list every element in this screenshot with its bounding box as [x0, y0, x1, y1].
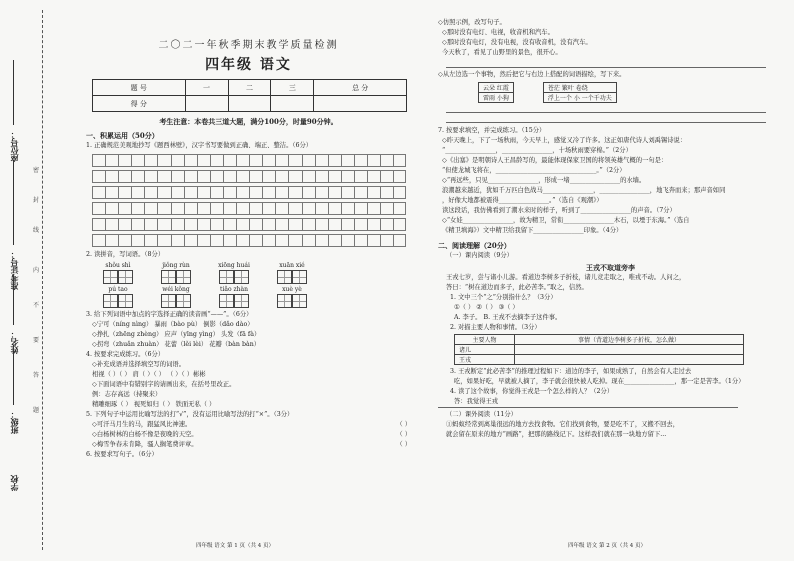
grid-cell[interactable]	[144, 154, 157, 167]
question-7: 7. 按要求填空，并完成练习。（15分）	[438, 127, 546, 134]
grid-cell[interactable]	[223, 234, 236, 247]
grid-cell[interactable]	[171, 202, 184, 215]
pinyin-text: xiōng huái	[218, 262, 250, 269]
pinyin-item[interactable]	[152, 286, 200, 308]
grid-cell[interactable]	[92, 202, 105, 215]
name-field-line	[13, 275, 14, 325]
grid-cell[interactable]	[288, 202, 301, 215]
grid-cell[interactable]	[302, 218, 315, 231]
q6b-cell: 云朵 红霞	[479, 83, 514, 93]
grid-cell[interactable]	[197, 218, 210, 231]
q6b-table	[478, 82, 617, 103]
grid-cell[interactable]	[249, 234, 262, 247]
q3-item[interactable]: ◇宁可（níng nìng） 暴雨（bào pù） 倒影（dǎo dào）	[92, 321, 254, 328]
q7-line[interactable]: 读这段话，我仿佛看到了潮水来时的样子，听到了________________的声音。（7分）	[442, 207, 676, 214]
grid-cell[interactable]	[184, 154, 197, 167]
grid-cell[interactable]	[144, 186, 157, 199]
grid-cell[interactable]	[341, 234, 354, 247]
grid-cell[interactable]	[275, 218, 288, 231]
grid-row	[92, 170, 407, 183]
grid-cell[interactable]	[367, 218, 380, 231]
grid-cell[interactable]	[144, 202, 157, 215]
pinyin-row-2	[94, 286, 411, 308]
seal-char: 线	[33, 227, 40, 234]
grid-cell[interactable]	[380, 186, 393, 199]
grid-cell[interactable]	[105, 170, 118, 183]
grid-cell[interactable]	[131, 154, 144, 167]
grid-row	[92, 202, 407, 215]
grid-cell[interactable]	[328, 170, 341, 183]
left-column	[86, 0, 411, 561]
exam-title: 二〇二一年秋季期末教学质量检测	[158, 40, 339, 51]
grid-cell[interactable]	[393, 202, 406, 215]
seal-char: 答	[33, 372, 40, 379]
class-field-line	[13, 345, 14, 405]
q5-item	[86, 440, 411, 450]
grid-cell[interactable]	[131, 202, 144, 215]
seal-char: 题	[33, 407, 40, 414]
grid-cell[interactable]	[197, 234, 210, 247]
grid-cell[interactable]	[197, 186, 210, 199]
score-cell[interactable]	[185, 96, 228, 112]
score-cell[interactable]	[314, 96, 407, 112]
grid-row	[92, 234, 407, 247]
passage-line: 答曰：“树在道边而多子，此必苦李。”取之，信然。	[446, 284, 588, 291]
grid-cell[interactable]	[367, 170, 380, 183]
pinyin-text: wéi kǒng	[162, 286, 190, 293]
section-2-heading: 二、阅读理解（20分）	[438, 241, 511, 250]
pinyin-item[interactable]	[94, 262, 142, 284]
reading-q1-options[interactable]: ①（ ） ②（ ） ③（ ）	[454, 304, 519, 311]
grid-cell[interactable]	[157, 218, 170, 231]
reading-q2: 2. 对描主要人物和事情。（3分）	[450, 324, 541, 331]
grid-cell[interactable]	[118, 234, 131, 247]
grid-cell[interactable]	[380, 170, 393, 183]
question-3: 3. 给下列词语中加点的字选择正确的读音画“——”。（6分）	[86, 311, 253, 318]
grid-cell[interactable]	[354, 218, 367, 231]
table-cell: 诸儿	[455, 345, 515, 355]
grid-cell[interactable]	[275, 234, 288, 247]
q6a-line: ◇那时没有电灯、电视，收音机和汽车。	[442, 29, 554, 36]
grid-cell[interactable]	[236, 218, 249, 231]
grid-cell[interactable]	[210, 154, 223, 167]
grid-cell[interactable]	[249, 154, 262, 167]
score-cell[interactable]	[271, 96, 314, 112]
q5-answer-paren[interactable]: （ ）	[396, 431, 411, 438]
grid-cell[interactable]	[341, 170, 354, 183]
q5-answer-paren[interactable]: （ ）	[396, 421, 411, 428]
grid-cell[interactable]	[302, 202, 315, 215]
q5-item-text: ◇梅雪争春未肯降，骚人搁笔费评章。	[92, 441, 198, 448]
grid-cell[interactable]	[171, 154, 184, 167]
grid-cell[interactable]	[341, 202, 354, 215]
grid-cell[interactable]	[105, 218, 118, 231]
grid-cell[interactable]	[262, 186, 275, 199]
grid-cell[interactable]	[262, 234, 275, 247]
seal-char: 要	[33, 337, 40, 344]
grid-cell[interactable]	[118, 202, 131, 215]
score-table	[92, 79, 407, 112]
answer-line[interactable]	[446, 104, 766, 113]
exam-number-label: 准考证号：	[9, 250, 19, 290]
exam-number-field-line	[13, 160, 14, 245]
grid-cell[interactable]	[354, 234, 367, 247]
question-5: 5. 下列句子中运用比喻写法的打“√”，没有运用比喻写法的打“×”。（3分）	[86, 411, 294, 418]
pinyin-text: xuè yè	[282, 286, 302, 293]
grid-cell[interactable]	[328, 218, 341, 231]
seal-char: 密	[33, 167, 40, 174]
question-6: 6. 按要求写句子。（6分）	[86, 451, 158, 458]
pinyin-text: jiǒng rùn	[162, 262, 190, 269]
pinyin-item[interactable]	[94, 286, 142, 308]
binding-strip	[0, 0, 82, 561]
pinyin-text: shǒu shì	[105, 262, 131, 269]
q3-item[interactable]: ◇挣扎（zhēng zhèng） 应声（yīng yìng） 头发（fā fà）	[92, 331, 261, 338]
grid-cell[interactable]	[328, 154, 341, 167]
reading-q4-answer[interactable]: 答：我觉得王戎	[438, 397, 738, 408]
exam-subtitle: 四年级 语文	[205, 57, 292, 73]
grid-cell[interactable]	[315, 234, 328, 247]
score-header-cell: 二	[228, 80, 271, 96]
reading-q2-table	[454, 334, 744, 365]
grid-cell[interactable]	[315, 218, 328, 231]
q6a-prompt: ◇仿照示例，改写句子。	[438, 19, 506, 26]
grid-cell[interactable]	[393, 218, 406, 231]
grid-cell[interactable]	[393, 234, 406, 247]
grid-cell[interactable]	[118, 170, 131, 183]
grid-cell[interactable]	[288, 218, 301, 231]
q7-line[interactable]: ◇“女娃________________，故为精卫，常衔________________木石，以堙于东海。”（选自	[442, 217, 690, 224]
table-header: 主要人物	[455, 335, 515, 345]
grid-cell[interactable]	[144, 218, 157, 231]
grid-cell[interactable]	[236, 186, 249, 199]
table-answer-cell[interactable]	[515, 355, 744, 365]
q5-item	[86, 430, 411, 440]
grid-cell[interactable]	[275, 154, 288, 167]
writing-grid[interactable]	[92, 154, 407, 247]
grid-cell[interactable]	[197, 202, 210, 215]
question-2: 2. 读拼音，写词语。（8分）	[86, 251, 165, 258]
q7-line[interactable]: ◇“再远些，只见________________，形成一堵________________的水墙。	[442, 177, 646, 184]
grid-cell[interactable]	[144, 170, 157, 183]
pinyin-item[interactable]	[210, 286, 258, 308]
grid-cell[interactable]	[262, 202, 275, 215]
grid-cell[interactable]	[223, 186, 236, 199]
answer-line[interactable]	[446, 59, 766, 68]
grid-cell[interactable]	[354, 202, 367, 215]
q6b-cell: 苍茫 繁叶 卷绕	[543, 83, 616, 93]
question-1: 1. 正确规范美观地抄写《题西林壁》，汉字书写要做到正确、端正、整洁。（6分）	[86, 142, 313, 149]
q6b-cell: 浮上一个 小 一个千功夫	[543, 93, 616, 103]
grid-cell[interactable]	[171, 234, 184, 247]
class-label: 班级：	[9, 410, 19, 434]
grid-cell[interactable]	[393, 170, 406, 183]
grid-cell[interactable]	[210, 218, 223, 231]
seat-field-line	[13, 60, 14, 125]
grid-cell[interactable]	[302, 154, 315, 167]
reading-1-heading: （一）课内阅读（9分）	[446, 252, 513, 259]
grid-cell[interactable]	[302, 234, 315, 247]
grid-cell[interactable]	[354, 154, 367, 167]
grid-cell[interactable]	[131, 186, 144, 199]
grid-cell[interactable]	[184, 218, 197, 231]
grid-cell[interactable]	[315, 202, 328, 215]
grid-cell[interactable]	[262, 154, 275, 167]
grid-row	[92, 154, 407, 167]
q5-item	[86, 420, 411, 430]
grid-cell[interactable]	[210, 202, 223, 215]
grid-cell[interactable]	[315, 186, 328, 199]
reading-q3-cont[interactable]: 吃，如果好吃，早就被人摘了，李子就会很快被人吃掉。现在________________，那一定是苦李。（1分）	[454, 378, 745, 385]
score-header-cell: 一	[185, 80, 228, 96]
grid-cell[interactable]	[380, 218, 393, 231]
grid-cell[interactable]	[367, 202, 380, 215]
grid-cell[interactable]	[302, 170, 315, 183]
grid-cell[interactable]	[328, 186, 341, 199]
score-header-cell: 三	[271, 80, 314, 96]
grid-cell[interactable]	[288, 154, 301, 167]
grid-cell[interactable]	[118, 186, 131, 199]
reading-2-line: ①蚂蚁经常到离巢很远的地方去找食物。它们找到食物，要是吃不了，又搬不回去，	[446, 421, 679, 428]
grid-cell[interactable]	[157, 234, 170, 247]
grid-cell[interactable]	[92, 170, 105, 183]
exam-notice: 考生注意：本卷共三道大题，满分100分，时量90分钟。	[159, 117, 338, 126]
grid-cell[interactable]	[105, 154, 118, 167]
grid-cell[interactable]	[171, 170, 184, 183]
grid-cell[interactable]	[184, 234, 197, 247]
grid-cell[interactable]	[105, 186, 118, 199]
answer-line[interactable]	[446, 114, 766, 123]
school-label: 学校	[9, 475, 19, 491]
q4-item: ◇下面词语中有错别字的请画出来，在括号里改正。	[92, 381, 236, 388]
grid-cell[interactable]	[131, 234, 144, 247]
grid-cell[interactable]	[92, 154, 105, 167]
grid-cell[interactable]	[249, 218, 262, 231]
grid-cell[interactable]	[315, 154, 328, 167]
seal-char: 封	[33, 197, 40, 204]
grid-cell[interactable]	[275, 186, 288, 199]
score-cell[interactable]	[228, 96, 271, 112]
grid-cell[interactable]	[236, 170, 249, 183]
grid-cell[interactable]	[262, 170, 275, 183]
q6b-prompt: ◇从左边选一个事物，然后把它与右边上搭配的词语描绘，写下来。	[438, 71, 626, 78]
table-header: 事情（背道边李树多子折枝，怎么做）	[515, 335, 744, 345]
score-row-label: 得 分	[93, 96, 186, 112]
q4-item: ◇补充成语并选择填空写的词语。	[92, 361, 185, 368]
pinyin-text: tiǎo zhàn	[220, 286, 248, 293]
grid-cell[interactable]	[393, 154, 406, 167]
grid-cell[interactable]	[223, 218, 236, 231]
grid-cell[interactable]	[92, 234, 105, 247]
grid-cell[interactable]	[315, 170, 328, 183]
grid-cell[interactable]	[249, 170, 262, 183]
q6b-cell: 雷雨 小狗	[479, 93, 514, 103]
grid-cell[interactable]	[197, 154, 210, 167]
pinyin-item[interactable]	[268, 262, 316, 284]
grid-cell[interactable]	[262, 218, 275, 231]
reading-2-heading: （二）课外阅读（11分）	[446, 411, 517, 418]
q3-item[interactable]: ◇拐弯（zhuǎn zhuàn） 花蕾（lěi lèi） 花瓣（bàn bàn）	[92, 341, 261, 348]
grid-cell[interactable]	[249, 186, 262, 199]
seat-label: 座位号：	[9, 130, 19, 162]
grid-row	[92, 186, 407, 199]
grid-cell[interactable]	[131, 170, 144, 183]
grid-cell[interactable]	[288, 234, 301, 247]
grid-cell[interactable]	[380, 154, 393, 167]
q5-item-text: ◇白杨树林的白杨不像是夜晚的天空。	[92, 431, 198, 438]
grid-cell[interactable]	[275, 170, 288, 183]
grid-cell[interactable]	[341, 186, 354, 199]
q7-line: ◇《出塞》是明朝诗人王昌龄写的，最能体现保家卫国的将领英雄气概的一句是：	[442, 157, 668, 164]
reading-q1: 1. 文中三个“之”分别指什么？（3分）	[450, 294, 557, 301]
grid-cell[interactable]	[288, 186, 301, 199]
grid-cell[interactable]	[105, 234, 118, 247]
pinyin-text: xuān xié	[279, 262, 305, 269]
score-header-cell: 题 号	[93, 80, 186, 96]
grid-cell[interactable]	[354, 186, 367, 199]
grid-cell[interactable]	[184, 170, 197, 183]
grid-cell[interactable]	[184, 202, 197, 215]
grid-cell[interactable]	[367, 186, 380, 199]
reading-2-line: 就会留在原来的地方“画路”，把那的路线记下。这样我们就在那一块地方留下...	[446, 431, 667, 438]
pinyin-item[interactable]	[210, 262, 258, 284]
question-4: 4. 按要求完成练习。（6分）	[86, 351, 165, 358]
passage-title: 王戎不取道旁李	[586, 263, 635, 272]
grid-cell[interactable]	[236, 154, 249, 167]
q6a-line[interactable]: 今天秋了，看见了山野里的景色，很开心。	[442, 49, 562, 56]
grid-cell[interactable]	[210, 170, 223, 183]
grid-cell[interactable]	[157, 202, 170, 215]
table-cell: 王戎	[455, 355, 515, 365]
grid-cell[interactable]	[341, 154, 354, 167]
page-footer-1: 四年级 语文 第 1 页（共 4 页）	[196, 543, 274, 549]
pinyin-row-1	[94, 262, 411, 284]
grid-cell[interactable]	[328, 202, 341, 215]
score-header-cell: 总 分	[314, 80, 407, 96]
grid-cell[interactable]	[92, 186, 105, 199]
page-footer-2: 四年级 语文 第 2 页（共 4 页）	[568, 543, 646, 549]
seal-char: 内	[33, 267, 40, 274]
grid-cell[interactable]	[171, 218, 184, 231]
grid-cell[interactable]	[223, 170, 236, 183]
pinyin-text: pú tao	[108, 286, 128, 293]
reading-q1-choices: A. 李子。 B. 王戎不去摘李子这件事。	[454, 314, 562, 321]
grid-cell[interactable]	[354, 170, 367, 183]
grid-cell[interactable]	[197, 170, 210, 183]
grid-cell[interactable]	[302, 186, 315, 199]
grid-cell[interactable]	[184, 186, 197, 199]
grid-cell[interactable]	[131, 218, 144, 231]
reading-q4: 4. 读了这个故事，你觉得王戎是一个怎么样的人？（2分）	[450, 388, 614, 395]
grid-cell[interactable]	[236, 234, 249, 247]
q7-line[interactable]: “________________，________________，十场秋雨要穿棉。”（2分）	[442, 147, 632, 154]
grid-cell[interactable]	[210, 234, 223, 247]
grid-cell[interactable]	[393, 186, 406, 199]
pinyin-item[interactable]	[152, 262, 200, 284]
grid-cell[interactable]	[367, 234, 380, 247]
grid-cell[interactable]	[249, 202, 262, 215]
q7-line[interactable]: “但使龙城飞将在，________________________________。”（2分）	[442, 167, 626, 174]
grid-cell[interactable]	[157, 170, 170, 183]
grid-cell[interactable]	[380, 202, 393, 215]
q7-line[interactable]: ，好像大地都被震得________________。”（选自《观潮》）	[442, 197, 603, 204]
grid-cell[interactable]	[341, 218, 354, 231]
grid-cell[interactable]	[92, 218, 105, 231]
q7-line[interactable]: 《精卫填海》）文中精卫给我留下________________印象。（4分）	[442, 227, 623, 234]
grid-cell[interactable]	[328, 234, 341, 247]
grid-cell[interactable]	[157, 154, 170, 167]
q4-item: 例：志存高远（持聚来）	[92, 391, 162, 398]
q4-item[interactable]: 相视（ ）（ ） 肩（ ）（ ） （ ）（ ）彬彬	[92, 371, 206, 378]
grid-cell[interactable]	[171, 186, 184, 199]
q7-line: ◇昨天晚上，下了一场秋雨，今天早上，感觉又冷了许多。这正如唐代诗人刘禹锡诗说：	[442, 137, 687, 144]
grid-cell[interactable]	[367, 154, 380, 167]
name-label: 姓名：	[9, 330, 19, 354]
q6a-line: ◇那时没有电灯，没有电视，没有收音机，没有汽车。	[442, 39, 592, 46]
section-1-heading: 一、积累运用（50分）	[86, 131, 159, 140]
seal-line	[42, 10, 43, 550]
grid-cell[interactable]	[288, 170, 301, 183]
reading-q3: 3. 王戎断定“此必苦李”的推理过程如下：道边的李子，如果成熟了，自然会有人走过去	[450, 368, 692, 375]
table-answer-cell[interactable]	[515, 345, 744, 355]
right-column	[438, 0, 783, 561]
grid-cell[interactable]	[105, 202, 118, 215]
q4-item[interactable]: 精雕细琢（ ） 视死如归（ ） 铁面无私（ ）	[92, 401, 216, 408]
grid-cell[interactable]	[223, 202, 236, 215]
pinyin-item[interactable]	[268, 286, 316, 308]
grid-cell[interactable]	[275, 202, 288, 215]
grid-cell[interactable]	[157, 186, 170, 199]
grid-cell[interactable]	[144, 234, 157, 247]
grid-cell[interactable]	[118, 154, 131, 167]
q5-answer-paren[interactable]: （ ）	[396, 441, 411, 448]
seal-char: 不	[33, 302, 40, 309]
grid-cell[interactable]	[118, 218, 131, 231]
passage-line: 王戎七岁，尝与诸小儿游。看道边李树多子折枝，诸儿竞走取之，唯戎不动。人问之，	[446, 274, 686, 281]
grid-cell[interactable]	[236, 202, 249, 215]
grid-cell[interactable]	[210, 186, 223, 199]
grid-cell[interactable]	[223, 154, 236, 167]
q5-item-text: ◇可汗马月生的马，跟猛风比神速。	[92, 421, 192, 428]
grid-cell[interactable]	[380, 234, 393, 247]
q7-line[interactable]: 浪潮越来越近，犹如千万匹白色战马________________，________________，地飞奔而来；那声音如同	[442, 187, 726, 194]
grid-row	[92, 218, 407, 231]
